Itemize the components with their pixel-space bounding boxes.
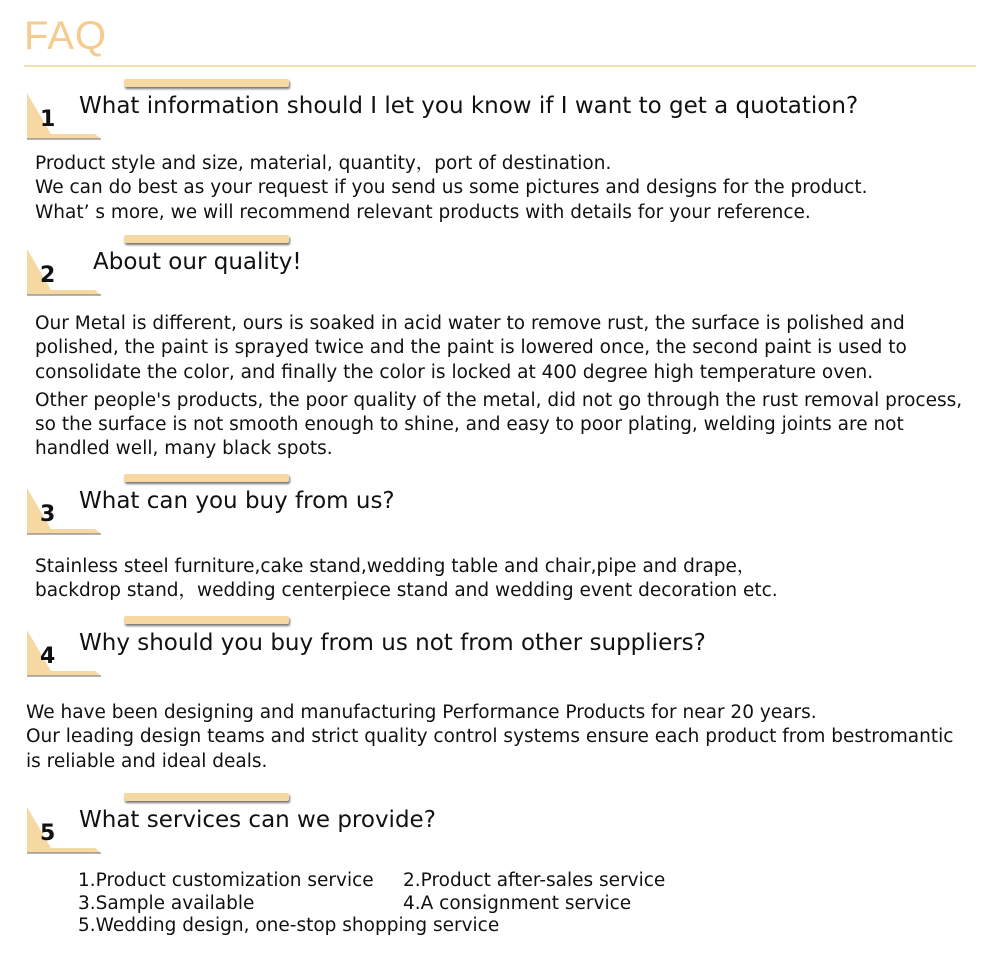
number-badge-icon: [25, 247, 103, 297]
question-number: 4: [40, 644, 56, 669]
answer-line: so the surface is not smooth enough to shine, and easy to poor plating, welding joints are not: [35, 414, 904, 436]
question-text: What services can we provide?: [79, 807, 436, 833]
services-row: [78, 915, 499, 938]
answer-line: Other people's products, the poor quality of the metal, did not go through the rust removal process,: [35, 389, 963, 411]
answer-line: Stainless steel furniture,cake stand,wedding table and chair,pipe and drape，: [35, 556, 756, 577]
service-item: 3.Sample available: [78, 892, 255, 914]
services-list: [78, 870, 666, 938]
answer-line: is reliable and ideal deals.: [26, 750, 268, 772]
answer-block-2: [35, 312, 962, 462]
service-item: 4.A consignment service: [403, 892, 632, 914]
answer-line: backdrop stand，wedding centerpiece stand and wedding event decoration etc.: [35, 580, 778, 602]
question-text: What can you buy from us?: [79, 488, 395, 514]
services-row: [78, 892, 632, 916]
decorative-bar: [124, 474, 289, 482]
question-number: 3: [40, 502, 56, 527]
question-number: 1: [40, 107, 56, 132]
answer-block-3: [35, 555, 778, 604]
question-text: Why should you buy from us not from other suppliers?: [79, 630, 706, 656]
title-divider: [24, 65, 976, 67]
answer-line: Our leading design teams and strict quality control systems ensure each product from bestromantic: [26, 726, 954, 748]
answer-block-4: [26, 701, 953, 774]
answer-line: What’ s more, we will recommend relevant products with details for your reference.: [35, 201, 811, 223]
answer-line: consolidate the color, and finally the color is locked at 400 degree high temperature oven.: [35, 361, 874, 383]
decorative-bar: [124, 235, 289, 243]
question-number: 5: [40, 821, 56, 846]
decorative-bar: [124, 793, 289, 801]
decorative-bar: [124, 79, 289, 87]
service-item: 5.Wedding design, one-stop shopping service: [78, 915, 500, 936]
answer-block-1: [35, 152, 868, 225]
answer-line: polished, the paint is sprayed twice and the paint is lowered once, the second paint is used to: [35, 337, 907, 359]
decorative-bar: [124, 616, 289, 624]
question-text: About our quality!: [93, 249, 302, 275]
page-title: FAQ: [24, 14, 108, 58]
service-item: 1.Product customization service: [78, 870, 374, 891]
answer-line: handled well, many black spots.: [35, 438, 333, 460]
services-row: [78, 870, 666, 893]
answer-line: Our Metal is different, ours is soaked in acid water to remove rust, the surface is polished and: [35, 313, 905, 334]
answer-line: We can do best as your request if you send us some pictures and designs for the product.: [35, 177, 868, 199]
answer-line: Product style and size, material, quantity，port of destination.: [35, 153, 612, 174]
service-item: 2.Product after-sales service: [403, 870, 666, 891]
question-number: 2: [40, 263, 56, 288]
question-text: What information should I let you know if I want to get a quotation?: [79, 93, 859, 119]
answer-line: We have been designing and manufacturing Performance Products for near 20 years.: [26, 702, 817, 723]
